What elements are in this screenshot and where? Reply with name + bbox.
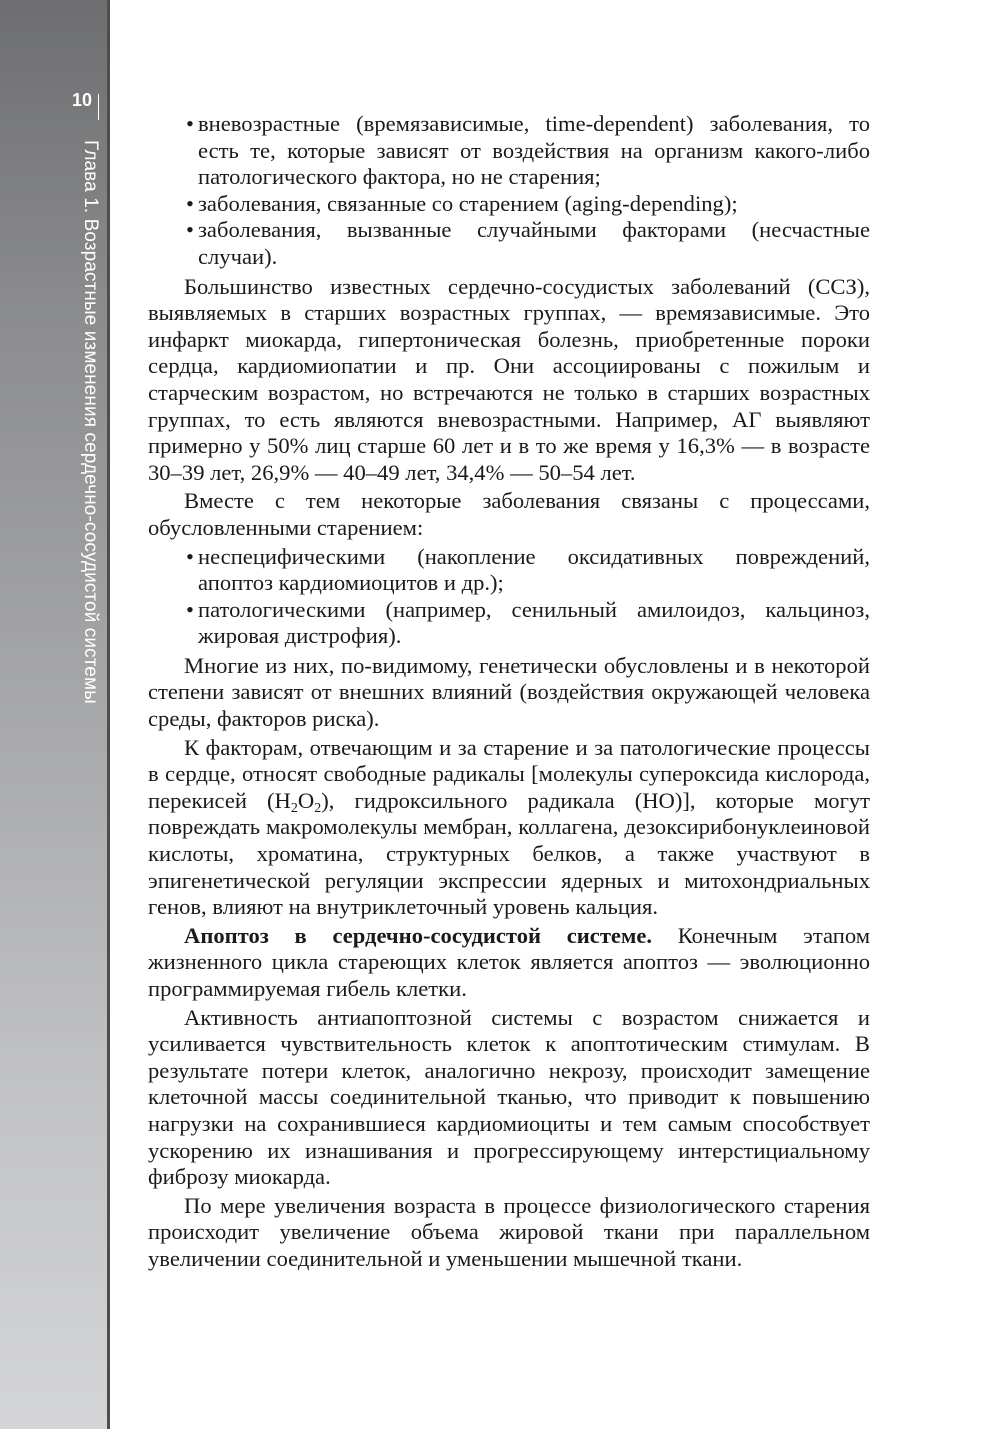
list-item bbox=[148, 111, 870, 191]
list-item-text: неспецифическими (накопление оксидативных повреждений, апоптоз кардиомиоцитов и др.); bbox=[198, 543, 870, 596]
formula-text: O bbox=[297, 787, 315, 813]
list-item-text: вневозрастные (времязависимые, time-dependent) заболевания, то есть те, которые зависят от воздействия на организм какого-либо патологического фактора, но не старения; bbox=[198, 111, 870, 190]
bullet-icon: • bbox=[186, 111, 194, 136]
sidebar-divider bbox=[107, 0, 110, 1429]
bullet-icon: • bbox=[186, 190, 194, 216]
paragraph-ccz: Большинство известных сердечно-сосудистых заболеваний (ССЗ), выявляемых в старших возрастных группах, — времязависимые. Это инфаркт миокарда, гипертоническая болезнь, приобретенные пороки сердца, кардиомиопатии и пр. Они ассоциированы с пожилым и старческим возрастом, но встречаются не только в старших возрастных группах, то есть являются вневозрастными. Например, АГ выявляют примерно у 50% лиц старше 60 лет и в то же время у 16,3% — в возрасте 30–39 лет, 26,9% — 40–49 лет, 34,4% — 50–54 лет. bbox=[148, 273, 870, 485]
paragraph-text: К факторам, отвечающим и за старение и за патологические процессы в сердце, относят свободные радикалы [молекулы супероксида кислорода, перекисей (H bbox=[148, 734, 870, 813]
paragraph-antiapoptosis: Активность антиапоптозной системы с возрастом снижается и усиливается чувствительность клеток к апоптотическим стимулам. В результате потери клеток, аналогично некрозу, происходит замещение клеточной массы соединительной тканью, что приводит к повышению нагрузки на сохранившиеся кардиомиоциты и тем самым способствует ускорению их изнашивания и прогрессирующему интерстициальному фиброзу миокарда. bbox=[148, 1004, 870, 1190]
paragraph-free-radicals bbox=[148, 735, 870, 921]
list-item bbox=[148, 597, 870, 650]
list-item bbox=[148, 544, 870, 597]
section-heading: Апоптоз в сердечно-сосудистой системе. bbox=[184, 922, 653, 948]
list-item-text: заболевания, связанные со старением (aging-depending); bbox=[198, 190, 738, 216]
paragraph-fat-tissue: По мере увеличения возраста в процессе физиологического старения происходит увеличение объема жировой ткани при параллельном увеличении соединительной и уменьшении мышечной ткани. bbox=[148, 1192, 870, 1271]
page-body bbox=[148, 111, 870, 1275]
bullet-list-aging-processes bbox=[148, 544, 870, 650]
paragraph-genetics: Многие из них, по-видимому, генетически обусловлены и в некоторой степени зависят от внешних влияний (воздействия окружающей человека среды, факторов риска). bbox=[148, 652, 870, 732]
paragraph-text: ), гидроксильного радикала (HO)], которые могут повреждать макромолекулы мембран, коллагена, дезоксирибонуклеиновой кислоты, хроматина, структурных белков, а также участвуют в эпигенетической регуляции экспрессии ядерных и митохондриальных генов, влияют на внутриклеточный уровень кальция. bbox=[148, 787, 871, 920]
page-number-rule bbox=[98, 94, 99, 120]
bullet-icon: • bbox=[186, 596, 194, 622]
subscript: 2 bbox=[314, 800, 322, 816]
bullet-icon: • bbox=[186, 217, 194, 243]
list-item bbox=[148, 191, 870, 218]
paragraph-text: Конечным этапом жизненного цикла стареющих клеток является апоптоз — эволюционно программируемая гибель клетки. bbox=[148, 922, 870, 1001]
list-item-text: заболевания, вызванные случайными факторами (несчастные случаи). bbox=[198, 217, 870, 269]
list-item-text: патологическими (например, сенильный амилоидоз, кальциноз, жировая дистрофия). bbox=[198, 596, 870, 649]
bullet-list-disease-types bbox=[148, 111, 870, 271]
list-item bbox=[148, 217, 870, 270]
paragraph-apoptosis bbox=[148, 923, 870, 1003]
page-number: 10 bbox=[72, 90, 93, 110]
running-chapter-title: Глава 1. Возрастные изменения сердечно-сосудистой системы bbox=[80, 140, 101, 704]
subscript: 2 bbox=[290, 800, 298, 816]
bullet-icon: • bbox=[186, 543, 194, 569]
paragraph-aging-processes: Вместе с тем некоторые заболевания связаны с процессами, обусловленными старением: bbox=[148, 488, 870, 540]
